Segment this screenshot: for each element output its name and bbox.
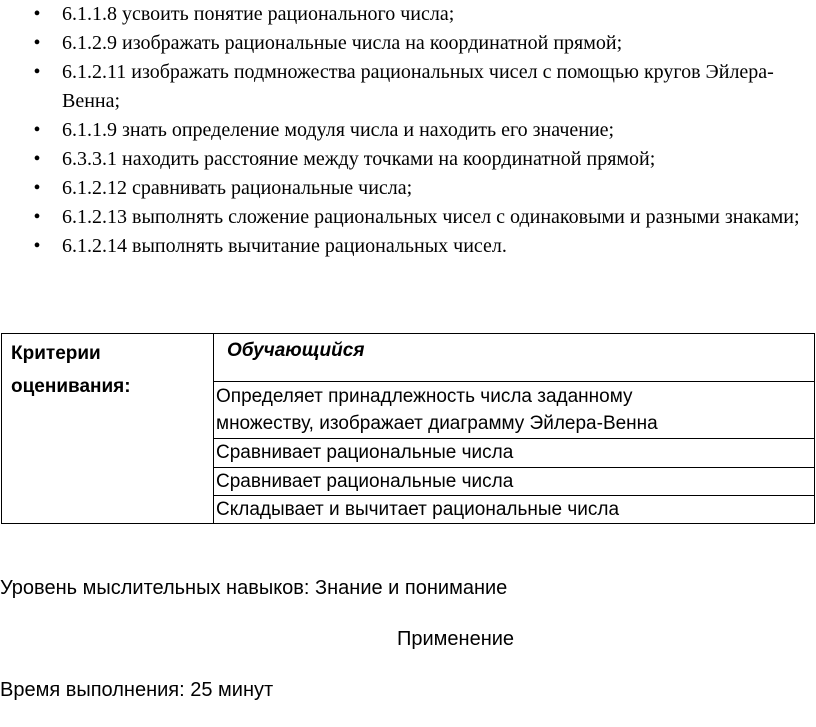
bullet-icon: • (33, 61, 41, 83)
objective-item: • 6.1.1.9 знать определение модуля числа и находить его значение; (0, 116, 816, 145)
thinking-skills-level: Уровень мыслительных навыков: Знание и понимание (0, 577, 508, 599)
bullet-icon: • (33, 235, 41, 257)
criteria-row: Сравнивает рациональные числа (214, 439, 814, 468)
criteria-row: Складывает и вычитает рациональные числа (216, 499, 620, 520)
objective-item: • 6.1.2.13 выполнять сложение рациональных чисел с одинаковыми и разными знаками; (0, 203, 816, 232)
bullet-icon: • (33, 119, 41, 141)
assessment-criteria-table (1, 333, 815, 524)
criteria-row: Определяет принадлежность числа заданному множеству, изображает диаграмму Эйлера-Венна (214, 382, 814, 439)
criteria-label: Критерии оценивания: (2, 334, 214, 523)
criteria-header: Обучающийся (214, 334, 814, 382)
criteria-column (214, 334, 814, 523)
criteria-row: Сравнивает рациональные числа (214, 468, 814, 496)
objective-item: • 6.1.2.11 изображать подмножества рациональных чисел с помощью кругов Эйлера-Венна; (0, 58, 816, 116)
objectives-list (0, 0, 816, 261)
thinking-skills-level-application: Применение (397, 628, 515, 650)
bullet-icon: • (33, 3, 41, 25)
bullet-icon: • (33, 177, 41, 199)
objective-item: • 6.3.3.1 находить расстояние между точками на координатной прямой; (0, 145, 816, 174)
objective-item: • 6.1.1.8 усвоить понятие рационального числа; (0, 0, 816, 29)
objective-item: • 6.1.2.14 выполнять вычитание рациональных чисел. (0, 232, 816, 261)
bullet-icon: • (33, 148, 41, 170)
objective-item: • 6.1.2.9 изображать рациональные числа на координатной прямой; (0, 29, 816, 58)
completion-time: Время выполнения: 25 минут (0, 679, 274, 701)
bullet-icon: • (33, 206, 41, 228)
objective-item: • 6.1.2.12 сравнивать рациональные числа; (0, 174, 816, 203)
bullet-icon: • (33, 32, 41, 54)
